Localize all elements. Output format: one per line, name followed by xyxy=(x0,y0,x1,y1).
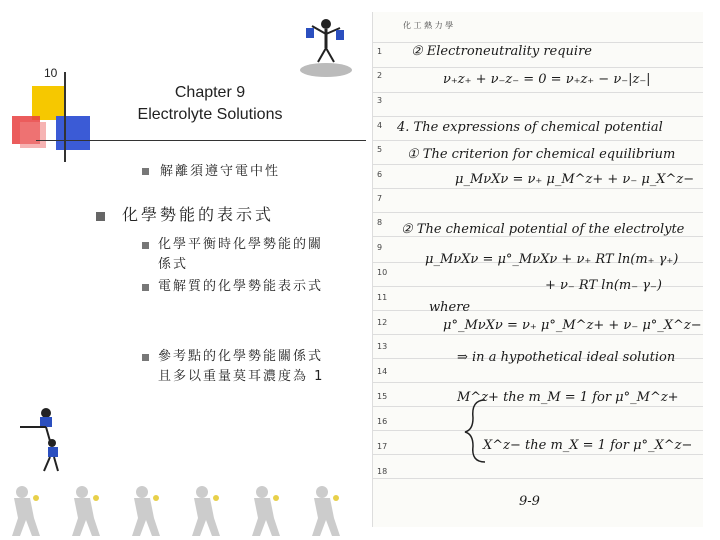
line-number: 13 xyxy=(377,342,388,351)
bullet-text-main: 化學勢能的表示式 xyxy=(122,205,275,224)
decor-blue-square xyxy=(56,116,90,150)
line-number: 9 xyxy=(377,243,383,252)
note-line: ν₊z₊ + ν₋z₋ = 0 = ν₊z₊ − ν₋|z₋| xyxy=(443,72,651,87)
decor-yellow-square xyxy=(32,86,66,120)
line-number: 16 xyxy=(377,417,388,426)
bullet-text-cont: 且多以重量莫耳濃度為 1 xyxy=(158,369,325,384)
brace-mark xyxy=(463,396,493,466)
line-number: 14 xyxy=(377,367,388,376)
bullet-text: 化學平衡時化學勢能的關 xyxy=(158,237,324,252)
line-number: 5 xyxy=(377,145,383,154)
note-line: X^z− the m_X = 1 for μ°_X^z− xyxy=(483,438,693,453)
note-line: 4. The expressions of chemical potential xyxy=(397,120,663,135)
juggler-illustration xyxy=(292,16,360,78)
line-number: 2 xyxy=(377,71,383,80)
note-line: ① The criterion for chemical equilibrium xyxy=(407,147,676,162)
note-line: μ_MνXν = μ°_MνXν + ν₊ RT ln(m₊ γ₊) xyxy=(425,252,679,267)
line-number: 4 xyxy=(377,121,383,130)
bullet-marker xyxy=(142,242,149,249)
line-number: 10 xyxy=(377,268,388,277)
bullet-text: 電解質的化學勢能表示式 xyxy=(158,279,324,294)
bullet-text-cont: 係式 xyxy=(158,257,189,272)
line-number: 17 xyxy=(377,442,388,451)
title-line-2: Electrolyte Solutions xyxy=(137,106,283,123)
line-number: 18 xyxy=(377,467,388,476)
note-line: + ν₋ RT ln(m₋ γ₋) xyxy=(545,278,662,293)
bullet-text: 解離須遵守電中性 xyxy=(160,164,281,179)
line-number: 8 xyxy=(377,218,383,227)
slide-number: 10 xyxy=(44,66,58,80)
notes-header: 化 工 熱 力 學 xyxy=(403,21,454,30)
line-number: 15 xyxy=(377,392,388,401)
note-line: ② Electroneutrality require xyxy=(411,44,592,59)
handwritten-notes-page xyxy=(372,12,703,527)
note-line: where xyxy=(429,300,471,315)
line-number: 11 xyxy=(377,293,388,302)
bullet-text: 參考點的化學勢能關係式 xyxy=(158,349,324,364)
line-number: 12 xyxy=(377,318,388,327)
note-line: M^z+ the m_M = 1 for μ°_M^z+ xyxy=(457,390,679,405)
bullet-marker xyxy=(142,284,149,291)
decor-horizontal-line xyxy=(36,140,366,141)
line-number: 6 xyxy=(377,170,383,179)
runner-row-illustration xyxy=(0,484,370,540)
bullet-marker xyxy=(96,212,105,221)
note-line: ⇒ in a hypothetical ideal solution xyxy=(457,350,676,365)
slide-title xyxy=(100,82,320,126)
decor-vertical-line xyxy=(64,72,66,162)
title-line-1: Chapter 9 xyxy=(174,84,246,101)
climber-illustration xyxy=(10,405,70,475)
line-number: 3 xyxy=(377,96,383,105)
note-line: μ°_MνXν = ν₊ μ°_M^z+ + ν₋ μ°_X^z− xyxy=(443,318,702,333)
line-number: 7 xyxy=(377,194,383,203)
line-number: 1 xyxy=(377,47,383,56)
note-line: μ_MνXν = ν₊ μ_M^z+ + ν₋ μ_X^z− xyxy=(455,172,695,187)
page-number: 9-9 xyxy=(519,494,540,509)
bullet-marker xyxy=(142,168,149,175)
note-line: ② The chemical potential of the electrolyte xyxy=(401,222,685,237)
bullet-marker xyxy=(142,354,149,361)
decor-pink-square xyxy=(20,122,46,148)
